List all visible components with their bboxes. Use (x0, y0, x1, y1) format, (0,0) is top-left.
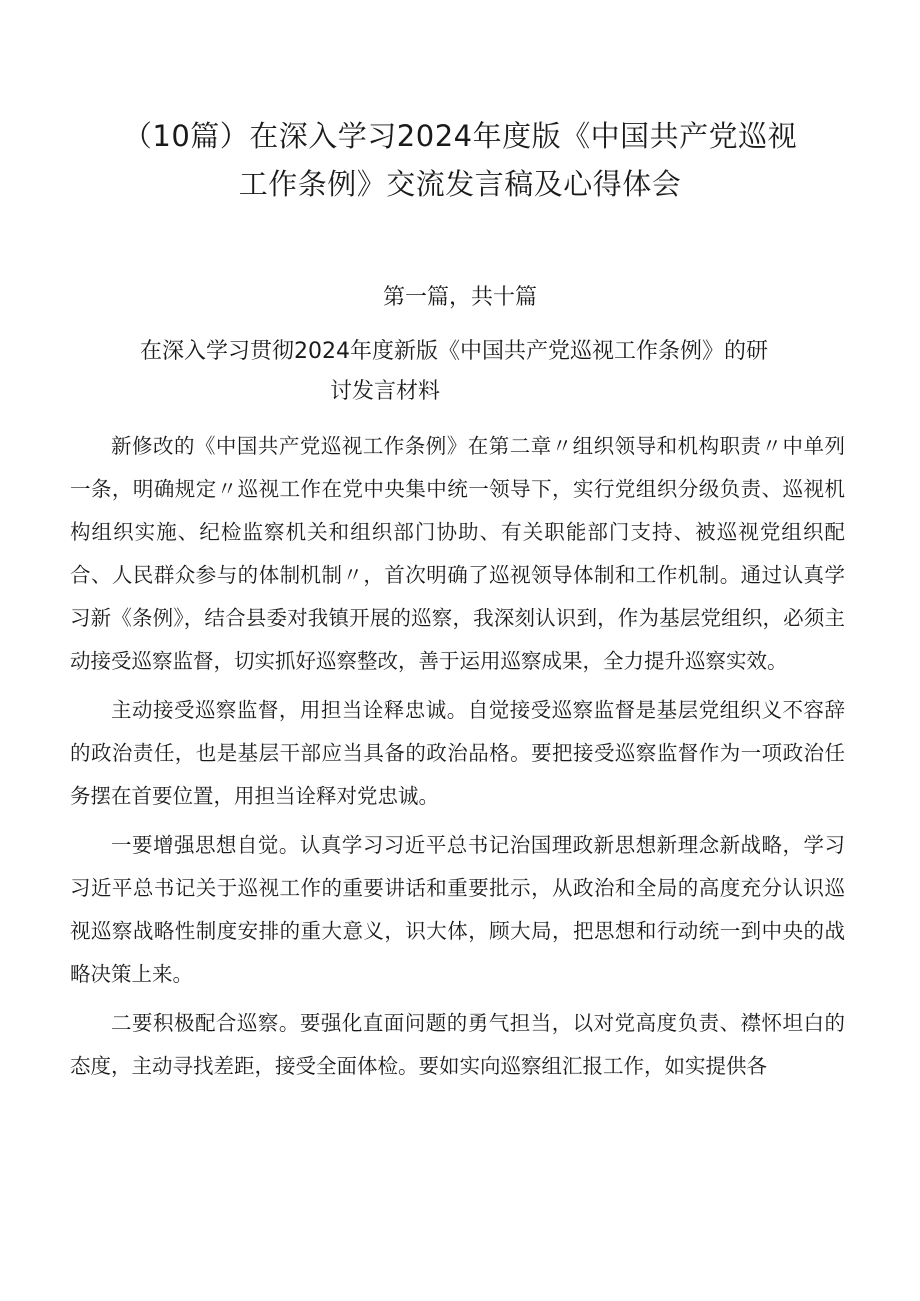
section-label: 第一篇，共十篇 (382, 285, 537, 310)
article-subtitle-line-2: 讨发言材料 (330, 379, 441, 404)
document-title-line-2: 工作条例》交流发言稿及心得体会 (238, 167, 682, 201)
body-paragraph: 一要增强思想自觉。认真学习习近平总书记治国理政新思想新理念新战略，学习习近平总书记关于巡视工作的重要讲话和重要批示，从政治和全局的高度充分认识巡视巡察战略性制度安排的重大意义，识大体，顾大局，把思想和行动统一到中央的战略决策上来。 (70, 833, 845, 986)
article-body (70, 425, 845, 1088)
body-paragraph: 二要积极配合巡察。要强化直面问题的勇气担当，以对党高度负责、襟怀坦白的态度，主动寻找差距，接受全面体检。要如实向巡察组汇报工作，如实提供各 (70, 1011, 845, 1078)
body-paragraph: 新修改的《中国共产党巡视工作条例》在第二章〃组织领导和机构职责〃中单列一条，明确规定〃巡视工作在党中央集中统一领导下，实行党组织分级负责、巡视机构组织实施、纪检监察机关和组织部门协助、有关职能部门支持、被巡视党组织配合、人民群众参与的体制机制〃，首次明确了巡视领导体制和工作机制。通过认真学习新《条例》，结合县委对我镇开展的巡察，我深刻认识到，作为基层党组织，必须主动接受巡察监督，切实抓好巡察整改，善于运用巡察成果，全力提升巡察实效。 (70, 434, 845, 673)
article-subtitle-line-1: 在深入学习贯彻2024年度新版《中国共产党巡视工作条例》的研 (140, 339, 768, 364)
article-subtitle (120, 332, 860, 412)
document-title-line-1: （10篇）在深入学习2024年度版《中国共产党巡视 (122, 119, 798, 153)
body-paragraph: 主动接受巡察监督，用担当诠释忠诚。自觉接受巡察监督是基层党组织义不容辞的政治责任，也是基层干部应当具备的政治品格。要把接受巡察监督作为一项政治任务摆在首要位置，用担当诠释对党忠诚。 (70, 698, 845, 808)
document-title (80, 112, 840, 208)
